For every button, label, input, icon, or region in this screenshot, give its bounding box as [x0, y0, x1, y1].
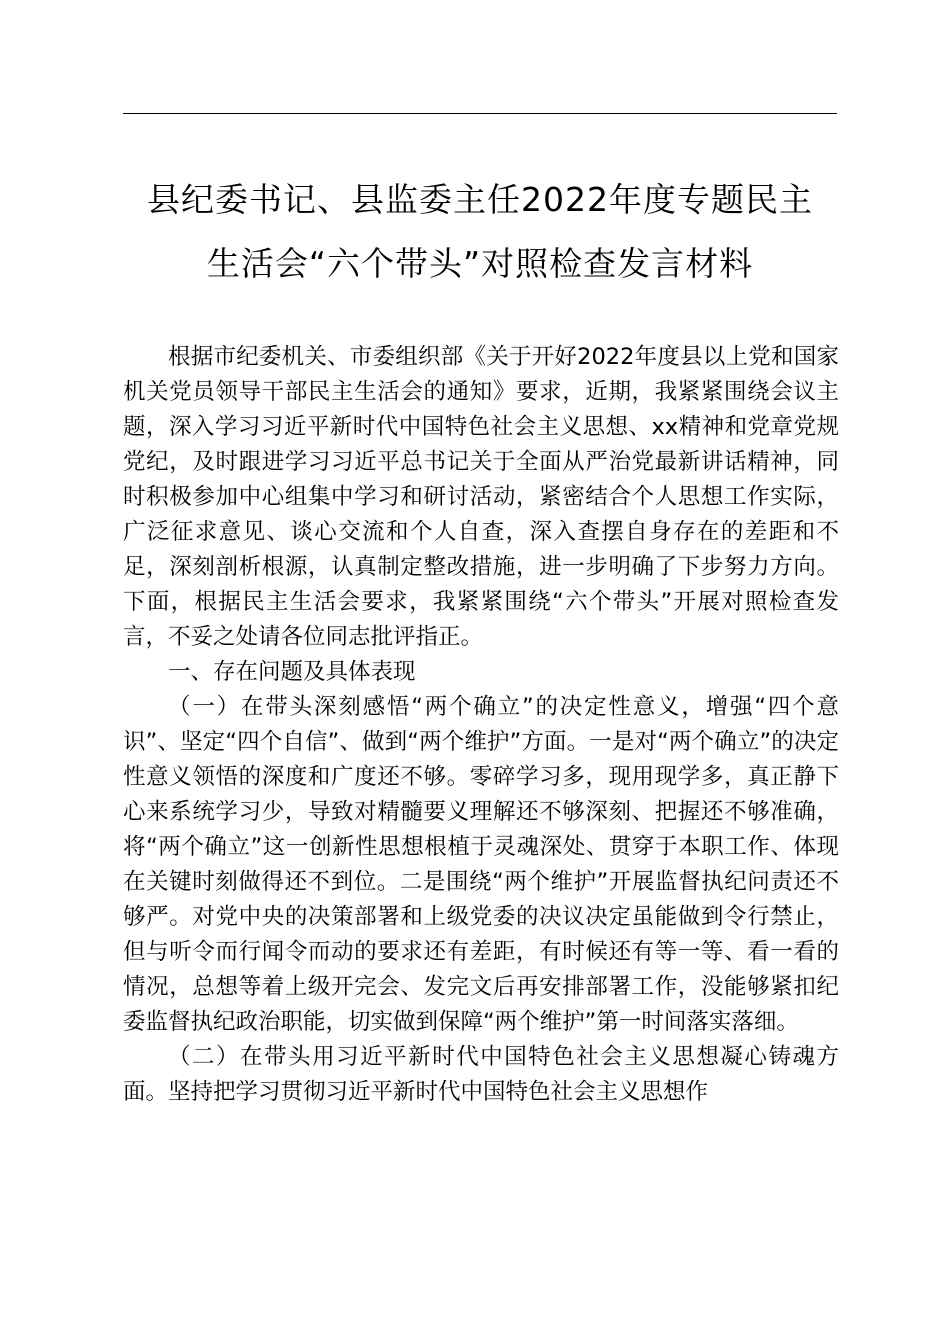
intro-paragraph: 根据市纪委机关、市委组织部《关于开好2022年度县以上党和国家机关党员领导干部民主生活会的通知》要求，近期，我紧紧围绕会议主题，深入学习习近平新时代中国特色社会主义思想、xx精神和党章党规党纪，及时跟进学习习近平总书记关于全面从严治党最新讲话精神，同时积极参加中心组集中学习和研讨活动，紧密结合个人思想工作实际，广泛征求意见、谈心交流和个人自查，深入查摆自身存在的差距和不足，深刻剖析根源，认真制定整改措施，进一步明确了下步努力方向。下面，根据民主生活会要求，我紧紧围绕“六个带头”开展对照检查发言，不妥之处请各位同志批评指正。 [123, 344, 839, 650]
document-body [123, 340, 839, 1110]
subsection-2-paragraph: （二）在带头用习近平新时代中国特色社会主义思想凝心铸魂方面。坚持把学习贯彻习近平新时代中国特色社会主义思想作 [123, 1044, 839, 1105]
document-title [120, 168, 840, 296]
title-line-2: 生活会“六个带头”对照检查发言材料 [206, 244, 754, 283]
title-line-1: 县纪委书记、县监委主任2022年度专题民主 [147, 180, 813, 219]
section-heading: 一、存在问题及具体表现 [168, 659, 416, 685]
subsection-1-paragraph: （一）在带头深刻感悟“两个确立”的决定性意义，增强“四个意识”、坚定“四个自信”、做到“两个维护”方面。一是对“两个确立”的决定性意义领悟的深度和广度还不够。零碎学习多，现用现学多，真正静下心来系统学习少，导致对精髓要义理解还不够深刻、把握还不够准确，将“两个确立”这一创新性思想根植于灵魂深处、贯穿于本职工作、体现在关键时刻做得还不到位。二是围绕“两个维护”开展监督执纪问责还不够严。对党中央的决策部署和上级党委的决议决定虽能做到令行禁止，但与听令而行闻令而动的要求还有差距，有时候还有等一等、看一看的情况，总想等着上级开完会、发完文后再安排部署工作，没能够紧扣纪委监督执纪政治职能，切实做到保障“两个维护”第一时间落实落细。 [123, 694, 839, 1035]
header-rule [123, 113, 837, 114]
